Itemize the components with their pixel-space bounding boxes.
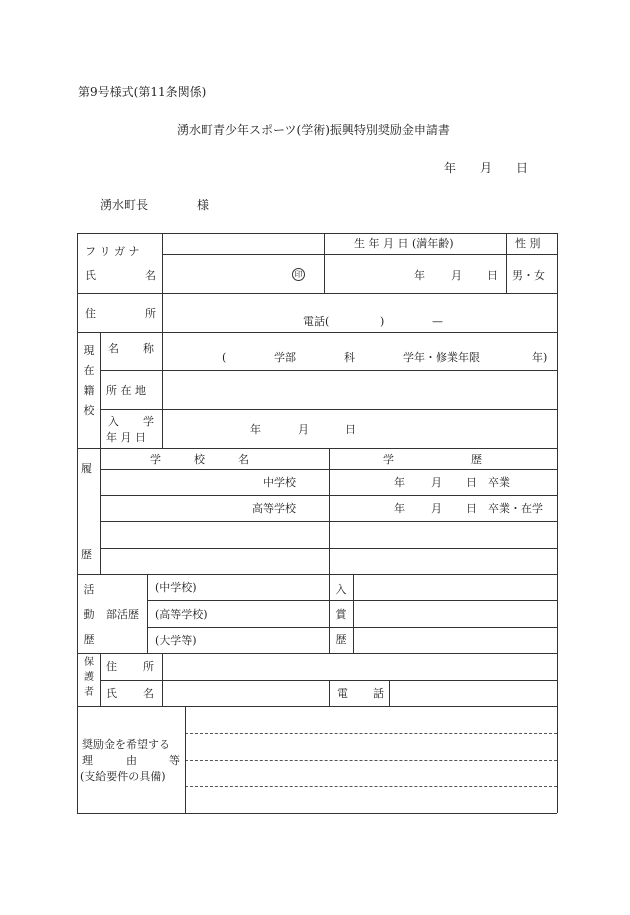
guardian-name-label-b: 名 (143, 687, 154, 700)
furigana-label: フ リ ガ ナ (85, 245, 140, 258)
reason-label-a: 理 (82, 754, 93, 767)
club-jr-high-label: (中学校) (155, 581, 197, 594)
name-label-a: 氏 (85, 269, 96, 282)
row1-month-label: 月 (431, 476, 442, 489)
row1-year-label: 年 (394, 476, 405, 489)
jr-high-school-label: 中学校 (263, 476, 296, 489)
honorific: 様 (197, 198, 210, 212)
entry-label-b: 学 (143, 415, 154, 428)
guardian-address-label-a: 住 (106, 660, 117, 673)
guardian-address-label-b: 所 (143, 660, 154, 673)
row2-month-label: 月 (431, 502, 442, 515)
addressee: 湧水町長 (100, 198, 149, 212)
entry-month-label: 月 (298, 423, 309, 436)
club-history-label: 部活歴 (106, 608, 139, 621)
entry-label-a: 入 (108, 415, 119, 428)
row2-year-label: 年 (394, 502, 405, 515)
activity-label: 活 動 歴 (83, 583, 95, 646)
seal-mark (292, 268, 305, 281)
birth-month-label: 月 (451, 269, 462, 282)
form-number: 第9号様式(第11条関係) (78, 85, 207, 99)
education-header: 学 歴 (383, 453, 482, 466)
birth-date-label: 生 年 月 日 (満年齢) (354, 237, 454, 250)
school-location-label: 所 在 地 (106, 384, 146, 397)
date-year-label: 年 (444, 161, 457, 175)
guardian-phone-label-b: 話 (373, 687, 384, 700)
guardian-phone-label-a: 電 (337, 687, 348, 700)
reason-label-c: 等 (169, 754, 180, 767)
faculty-label: 学部 (274, 351, 296, 364)
row2-day-label: 日 (466, 502, 477, 515)
entry-day-label: 日 (345, 423, 356, 436)
reason-label-b: 由 (126, 754, 137, 767)
guardian-label: 保 護 者 (84, 657, 94, 698)
history-label-top: 履 (81, 462, 92, 475)
phone-label: 電話( (303, 315, 330, 328)
phone-dash: — (432, 315, 443, 328)
row1-status: 卒業 (488, 476, 510, 489)
club-university-label: (大学等) (155, 634, 197, 647)
date-day-label: 日 (516, 161, 529, 175)
history-label-bottom: 歴 (81, 548, 92, 561)
date-month-label: 月 (480, 161, 493, 175)
entry-label-c: 年 月 日 (106, 431, 146, 444)
school-name-paren: ( (222, 351, 227, 364)
grade-period-label: 学年・修業年限 (403, 351, 480, 364)
club-high-label: (高等学校) (155, 608, 208, 621)
years-label: 年) (532, 351, 548, 364)
gender-label: 性 別 (515, 237, 541, 250)
seal-icon: 印 (292, 268, 305, 281)
guardian-name-label-a: 氏 (106, 687, 117, 700)
phone-close-paren: ) (380, 315, 385, 328)
school-name-label-a: 名 (108, 342, 119, 355)
school-name-label-b: 称 (143, 342, 154, 355)
gender-options: 男・女 (512, 269, 545, 282)
award-history-label: 入 賞 歴 (335, 583, 347, 646)
address-label-a: 住 (85, 307, 96, 320)
address-label-b: 所 (145, 307, 156, 320)
entry-year-label: 年 (250, 423, 261, 436)
department-label: 科 (344, 351, 355, 364)
reason-label-line3: (支給要件の具備) (80, 770, 166, 783)
birth-year-label: 年 (414, 269, 425, 282)
school-group-label: 現 在 籍 校 (83, 344, 95, 417)
high-school-label: 高等学校 (252, 502, 296, 515)
reason-label-line1: 奨励金を希望する (82, 738, 170, 751)
form-title: 湧水町青少年スポーツ(学術)振興特別奨励金申請書 (177, 123, 450, 137)
birth-day-label: 日 (487, 269, 498, 282)
application-form (77, 233, 557, 813)
row1-day-label: 日 (466, 476, 477, 489)
name-label-b: 名 (145, 269, 156, 282)
row2-status: 卒業・在学 (488, 502, 543, 515)
school-name-header: 学 校 名 (150, 453, 249, 466)
